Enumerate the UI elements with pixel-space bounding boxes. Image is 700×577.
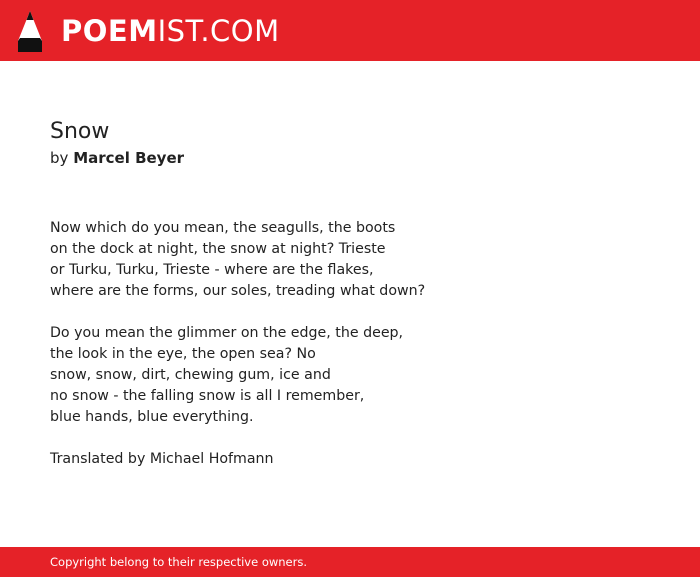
- logo-text-light: IST.COM: [157, 14, 280, 48]
- author-name: Marcel Beyer: [73, 149, 185, 167]
- poem-body: [50, 218, 670, 470]
- copyright-text: Copyright belong to their respective owners.: [50, 555, 308, 569]
- site-logo-text: [61, 10, 280, 52]
- poem-line: on the dock at night, the snow at night? Trieste: [50, 241, 386, 257]
- pencil-tip-icon: [18, 10, 42, 52]
- stanza-2: [50, 323, 670, 428]
- logo-text-bold: POEM: [61, 14, 158, 48]
- poem-line: Now which do you mean, the seagulls, the boots: [50, 220, 396, 236]
- poem-line: where are the forms, our soles, treading what down?: [50, 283, 426, 299]
- poem-line: snow, snow, dirt, chewing gum, ice and: [50, 367, 331, 383]
- poem-line: blue hands, blue everything.: [50, 409, 254, 425]
- by-label: by: [50, 149, 69, 167]
- poem-content: [50, 116, 670, 470]
- stanza-1: [50, 218, 670, 302]
- poem-line: no snow - the falling snow is all I remember,: [50, 388, 365, 404]
- site-header: [0, 0, 700, 61]
- poem-byline: [50, 147, 670, 169]
- site-footer: [0, 547, 700, 577]
- translator-note: Translated by Michael Hofmann: [50, 451, 274, 467]
- poem-line: the look in the eye, the open sea? No: [50, 346, 316, 362]
- poem-title: Snow: [50, 119, 110, 144]
- poem-line: Do you mean the glimmer on the edge, the deep,: [50, 325, 404, 341]
- poem-line: or Turku, Turku, Trieste - where are the flakes,: [50, 262, 374, 278]
- site-logo-link[interactable]: [18, 10, 280, 52]
